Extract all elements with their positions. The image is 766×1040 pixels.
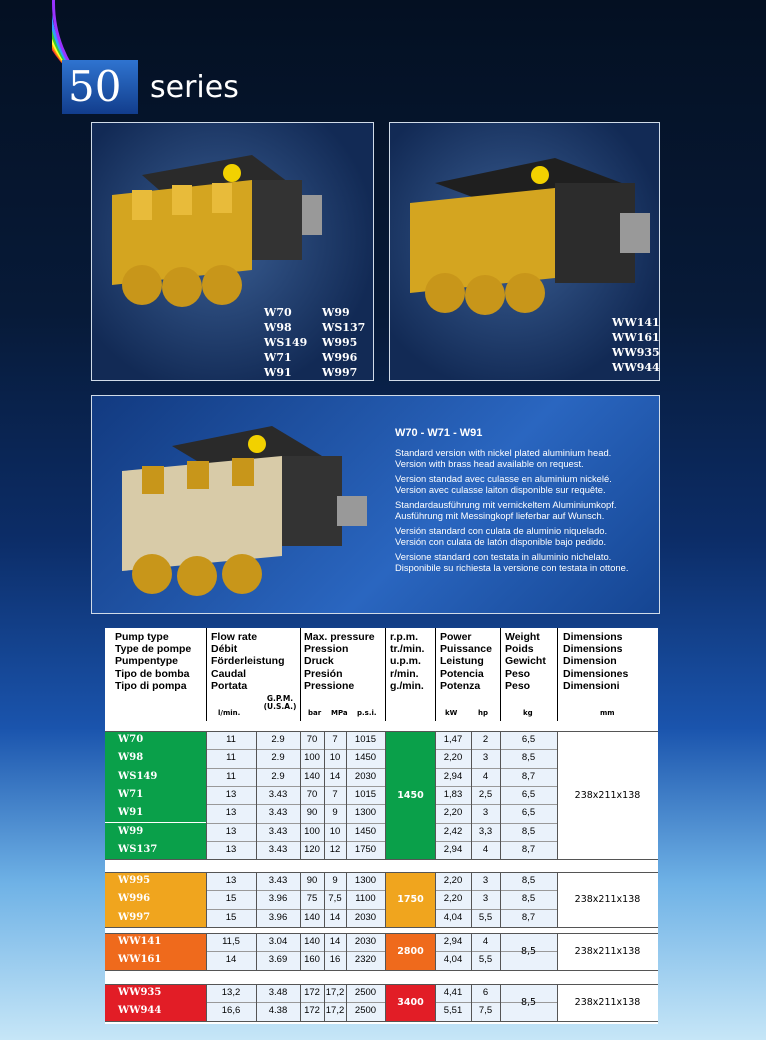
pump-model-label: W71	[118, 788, 144, 800]
table-cell: 140	[304, 911, 320, 923]
header-line: Leistung	[440, 655, 484, 668]
header-pump-type	[115, 631, 191, 692]
column-divider	[346, 731, 347, 859]
table-cell: 11	[226, 770, 236, 782]
table-cell: 2	[482, 734, 489, 745]
desc-line: Disponibile su richiesta la versione con testata in ottone.	[395, 562, 629, 573]
group-border	[105, 731, 658, 732]
header-power	[440, 631, 492, 692]
weight-cell: 8,5	[521, 825, 536, 837]
table-cell: 2,94	[443, 936, 463, 947]
table-cell: 1100	[355, 893, 376, 905]
column-divider	[435, 984, 436, 1021]
table-cell: 3.48	[268, 987, 288, 998]
pump-model-cell	[105, 890, 206, 908]
pump-model-cell	[105, 1002, 206, 1020]
header-line: Potenza	[440, 679, 481, 692]
table-cell: 1300	[354, 807, 377, 819]
table-cell: 15	[225, 893, 237, 905]
table-cell: 160	[304, 954, 320, 966]
table-cell: 12	[329, 843, 341, 855]
table-cell: 3	[482, 752, 489, 764]
desc-line: Version standad avec culasse en aluminium nickelé.	[395, 473, 612, 484]
table-cell: 70	[306, 734, 318, 745]
table-cell: 1,47	[443, 734, 463, 745]
table-cell: 16,6	[221, 1005, 241, 1017]
header-line: Max. pressure	[304, 631, 375, 643]
unit-mpa: MPa	[331, 709, 348, 717]
header-line: Presión	[304, 667, 343, 680]
unit-bar: bar	[308, 709, 322, 717]
table-cell: 3	[482, 807, 489, 819]
table-cell: 6	[482, 987, 489, 998]
desc-line: Versione standard con testata in alluminio nichelato.	[395, 551, 612, 562]
header-rpm	[390, 631, 424, 692]
header-line: g./min.	[390, 679, 424, 692]
divider	[557, 628, 558, 721]
dimensions-cell: 238x211x138	[557, 933, 658, 970]
pump-model-cell	[105, 909, 206, 927]
header-gpm	[260, 695, 300, 711]
column-divider	[435, 933, 436, 970]
table-cell: 3.43	[268, 825, 288, 837]
group-border	[105, 933, 658, 934]
header-flow-rate	[211, 631, 285, 692]
header-line: Tipo de bomba	[115, 667, 190, 680]
rpm-cell: 1450	[386, 731, 435, 859]
table-cell: 3	[482, 875, 489, 886]
column-divider	[500, 933, 501, 970]
header-line: u.p.m.	[390, 655, 421, 668]
header-line: Débit	[211, 643, 238, 656]
table-cell: 3.43	[268, 807, 288, 819]
table-cell: 5,5	[478, 954, 493, 966]
weight-cell: 8,7	[521, 843, 536, 855]
description-text	[395, 428, 655, 577]
pump-model-cell	[105, 933, 206, 951]
table-cell: 4.38	[268, 1005, 288, 1017]
header-line: Peso	[505, 679, 531, 692]
header-line: Pump type	[115, 631, 169, 643]
header-line: Dimensiones	[563, 667, 629, 680]
table-cell: 7,5	[328, 893, 342, 905]
header-line: Gewicht	[505, 655, 546, 668]
table-cell: 70	[306, 788, 318, 800]
desc-line: Versión con culata de latón disponible bajo pedido.	[395, 536, 607, 547]
table-cell: 7,5	[478, 1005, 493, 1017]
table-cell: 1,83	[443, 788, 463, 800]
header-line: Potencia	[440, 667, 484, 680]
rpm-cell: 2800	[386, 933, 435, 970]
table-cell: 4,04	[443, 954, 463, 966]
usa-label: (U.S.A.)	[263, 702, 297, 711]
header-line: Förderleistung	[211, 655, 285, 668]
header-weight	[505, 631, 546, 692]
table-cell: 3,3	[478, 825, 493, 837]
model-label: WW944	[612, 361, 660, 374]
model-label: W70	[264, 306, 292, 319]
table-cell: 75	[306, 893, 318, 905]
table-cell: 140	[304, 936, 320, 947]
model-label: WW935	[612, 346, 660, 359]
header-line: Puissance	[440, 643, 492, 656]
series-number: 50	[68, 62, 122, 111]
weight-cell: 8,5	[521, 875, 536, 886]
table-cell: 14	[329, 936, 341, 947]
table-cell: 3.69	[268, 954, 288, 966]
header-line: r.p.m.	[390, 631, 419, 643]
model-label: WS137	[322, 321, 366, 334]
group-border	[105, 1021, 658, 1022]
weight-merged-cell: 8,5	[520, 996, 537, 1008]
table-cell: 3.43	[268, 875, 288, 886]
table-cell: 13	[225, 843, 237, 855]
model-list-col1	[264, 305, 307, 380]
unit-hp: hp	[478, 709, 488, 717]
unit-kg: kg	[523, 709, 533, 717]
table-cell: 15	[225, 911, 237, 923]
table-cell: 1015	[354, 788, 377, 800]
pump-photo-black	[389, 122, 660, 381]
pump-model-label: WS137	[118, 843, 158, 855]
weight-cell: 8,5	[521, 893, 536, 905]
table-cell: 5,51	[443, 1005, 463, 1017]
column-divider	[324, 933, 325, 970]
pump-model-cell	[105, 841, 206, 859]
model-label: WW161	[612, 331, 660, 344]
divider	[435, 628, 436, 721]
table-cell: 2,94	[443, 843, 463, 855]
table-cell: 2,42	[443, 825, 463, 837]
header-line: Druck	[304, 655, 334, 668]
divider	[206, 628, 207, 721]
group-border	[105, 859, 658, 860]
table-cell: 2,20	[443, 752, 463, 764]
column-divider	[324, 984, 325, 1021]
table-cell: 2,20	[443, 807, 463, 819]
column-divider	[500, 984, 501, 1021]
table-cell: 2,20	[443, 875, 463, 886]
model-label: WS149	[264, 336, 308, 349]
pump-model-label: W98	[118, 752, 144, 764]
column-divider	[346, 872, 347, 927]
model-label: W99	[322, 306, 350, 319]
gpm-label: G.P.M.	[266, 694, 294, 703]
table-cell: 17,2	[325, 987, 345, 998]
table-cell: 7	[332, 788, 338, 800]
table-cell: 2,94	[443, 770, 463, 782]
table-cell: 13	[225, 788, 237, 800]
column-divider	[346, 933, 347, 970]
column-divider	[385, 872, 386, 927]
table-cell: 2,5	[478, 788, 493, 800]
table-cell: 172	[304, 1005, 320, 1017]
desc-line: Standard version with nickel plated aluminium head.	[395, 447, 612, 458]
column-divider	[206, 731, 207, 859]
group-border	[105, 927, 658, 928]
header-line: Weight	[505, 631, 540, 643]
weight-cell: 6,5	[521, 734, 536, 745]
specs-table	[105, 628, 658, 1024]
column-divider	[471, 731, 472, 859]
table-cell: 9	[332, 875, 338, 886]
table-cell: 3	[482, 893, 489, 905]
table-cell: 100	[304, 825, 320, 837]
column-divider	[300, 984, 301, 1021]
table-cell: 2320	[354, 954, 377, 966]
weight-merged-cell: 8,5	[520, 945, 537, 957]
column-divider	[324, 872, 325, 927]
pump-model-label: WW935	[118, 987, 162, 998]
header-line: Portata	[211, 679, 248, 692]
pump-model-label: WW161	[118, 954, 162, 966]
column-divider	[206, 933, 207, 970]
dimensions-cell: 238x211x138	[557, 731, 658, 859]
weight-cell: 6,5	[521, 807, 536, 819]
pump-model-cell	[105, 749, 206, 767]
model-label: W91	[264, 366, 292, 379]
table-cell: 2.9	[271, 734, 285, 745]
model-label: W995	[322, 336, 358, 349]
table-cell: 3.43	[268, 788, 288, 800]
divider	[500, 628, 501, 721]
group-border	[105, 872, 658, 873]
table-cell: 13	[225, 807, 237, 819]
model-label: WW141	[612, 316, 660, 329]
pump-model-cell	[105, 786, 206, 804]
pump-model-label: W70	[118, 734, 144, 745]
pump-model-cell	[105, 731, 206, 749]
group-border	[105, 970, 658, 971]
column-divider	[435, 731, 436, 859]
group-border	[105, 984, 658, 985]
pump-model-label: WS149	[118, 770, 158, 782]
desc-line: Standardausführung mit vernickeltem Aluminiumkopf.	[395, 499, 617, 510]
column-divider	[557, 872, 558, 927]
header-line: Dimensioni	[563, 679, 620, 692]
table-cell: 1450	[354, 825, 377, 837]
header-dimensions	[563, 631, 628, 692]
table-cell: 13	[225, 825, 237, 837]
header-line: Dimensions	[563, 631, 623, 643]
header-line: Pumpentype	[115, 655, 179, 668]
model-label: W71	[264, 351, 292, 364]
table-cell: 11	[226, 752, 236, 764]
description-paragraph-fr	[395, 473, 655, 495]
description-paragraph-it	[395, 551, 655, 573]
description-heading: W70 - W71 - W91	[395, 427, 483, 439]
header-line: Tipo di pompa	[115, 679, 187, 692]
pump-model-label: W99	[118, 825, 144, 837]
table-cell: 2500	[354, 987, 377, 998]
column-divider	[256, 872, 257, 927]
column-divider	[256, 933, 257, 970]
model-label: W98	[264, 321, 292, 334]
pump-model-cell	[105, 768, 206, 786]
table-cell: 1450	[354, 752, 377, 764]
desc-line: Ausführung mit Messingkopf lieferbar auf Wunsch.	[395, 510, 605, 521]
column-divider	[300, 933, 301, 970]
table-cell: 2030	[354, 936, 377, 947]
table-cell: 11,5	[222, 936, 240, 947]
column-divider	[346, 984, 347, 1021]
table-cell: 3.04	[268, 936, 288, 947]
table-cell: 14	[225, 954, 237, 966]
table-cell: 14	[329, 770, 341, 782]
header-line: Pressione	[304, 679, 355, 692]
header-line: Flow rate	[211, 631, 258, 643]
table-cell: 2.9	[271, 770, 285, 782]
table-cell: 3.96	[268, 911, 288, 923]
table-cell: 3.96	[268, 893, 288, 905]
column-divider	[557, 984, 558, 1021]
table-cell: 17,2	[325, 1005, 345, 1017]
header-max-pressure	[304, 631, 375, 692]
rpm-cell: 1750	[386, 872, 435, 927]
table-cell: 4	[482, 770, 489, 782]
unit-kw: kW	[445, 709, 458, 717]
pump-model-label: W997	[118, 911, 151, 923]
column-divider	[385, 731, 386, 859]
column-divider	[557, 933, 558, 970]
pump-model-label: WW141	[118, 936, 162, 947]
pump-model-label: W91	[118, 807, 144, 819]
table-cell: 172	[304, 987, 320, 998]
table-cell: 90	[306, 875, 318, 886]
dimensions-cell: 238x211x138	[557, 872, 658, 927]
table-cell: 2030	[354, 911, 377, 923]
pump-model-label: W995	[118, 875, 151, 886]
pump-model-label: WW944	[118, 1005, 162, 1017]
dimensions-cell: 238x211x138	[557, 984, 658, 1021]
table-cell: 4,41	[443, 987, 463, 998]
unit-lmin: l/min.	[218, 709, 241, 717]
table-cell: 2.9	[271, 752, 285, 764]
header-line: Type de pompe	[115, 643, 192, 656]
pump-model-cell	[105, 823, 206, 841]
description-paragraph-en	[395, 447, 655, 469]
table-cell: 10	[329, 825, 341, 837]
column-divider	[300, 731, 301, 859]
divider	[300, 628, 301, 721]
table-cell: 1750	[354, 843, 377, 855]
header-line: Power	[440, 631, 472, 643]
pump-model-cell	[105, 872, 206, 890]
column-divider	[557, 731, 558, 859]
weight-cell: 6,5	[521, 788, 536, 800]
pump-image-nickel	[112, 416, 372, 606]
table-cell: 13,2	[221, 987, 241, 998]
table-cell: 1015	[354, 734, 377, 745]
header-line: tr./min.	[390, 643, 425, 656]
column-divider	[500, 731, 501, 859]
table-cell: 4	[482, 936, 489, 947]
column-divider	[256, 731, 257, 859]
header-line: Dimension	[563, 655, 617, 668]
table-cell: 10	[329, 752, 341, 764]
description-paragraph-de	[395, 499, 655, 521]
column-divider	[435, 872, 436, 927]
unit-psi: p.s.i.	[357, 709, 377, 717]
model-label: W997	[322, 366, 358, 379]
column-divider	[256, 984, 257, 1021]
table-cell: 2,20	[443, 893, 463, 905]
column-divider	[385, 933, 386, 970]
weight-cell: 8,5	[521, 752, 536, 764]
header-line: Pression	[304, 643, 349, 656]
column-divider	[206, 984, 207, 1021]
rpm-cell: 3400	[386, 984, 435, 1021]
table-cell: 120	[304, 843, 320, 855]
series-number-badge	[62, 60, 138, 114]
unit-mm: mm	[600, 709, 615, 717]
table-cell: 4	[482, 843, 489, 855]
table-cell: 14	[329, 911, 341, 923]
pump-model-label: W996	[118, 893, 151, 905]
weight-cell: 8,7	[521, 770, 536, 782]
column-divider	[300, 872, 301, 927]
column-divider	[206, 872, 207, 927]
model-label: W996	[322, 351, 358, 364]
table-cell: 2030	[354, 770, 377, 782]
table-cell: 140	[304, 770, 320, 782]
column-divider	[385, 984, 386, 1021]
header-line: Poids	[505, 643, 534, 656]
table-header	[105, 628, 658, 721]
model-list-col2	[322, 305, 365, 380]
table-cell: 9	[332, 807, 338, 819]
pump-image-black	[405, 143, 650, 323]
desc-line: Version with brass head available on request.	[395, 458, 584, 469]
column-divider	[471, 872, 472, 927]
table-cell: 11	[226, 734, 236, 745]
pump-model-cell	[105, 804, 206, 822]
header-line: Dimensions	[563, 643, 623, 656]
pump-model-cell	[105, 951, 206, 969]
table-cell: 5,5	[478, 911, 493, 923]
pump-photo-brass	[91, 122, 374, 381]
divider	[385, 628, 386, 721]
header-line: Peso	[505, 667, 531, 680]
column-divider	[324, 731, 325, 859]
header-line: r/min.	[390, 667, 419, 680]
table-cell: 100	[304, 752, 320, 764]
table-cell: 7	[332, 734, 338, 745]
model-list-ww	[612, 315, 660, 375]
weight-cell: 8,7	[521, 911, 536, 923]
page-title: series	[150, 70, 239, 105]
column-divider	[471, 933, 472, 970]
table-cell: 16	[329, 954, 341, 966]
table-cell: 2500	[354, 1005, 377, 1017]
header-line: Caudal	[211, 667, 247, 680]
table-cell: 90	[306, 807, 318, 819]
table-cell: 3.43	[268, 843, 288, 855]
desc-line: Versión standard con culata de aluminio niquelado.	[395, 525, 608, 536]
description-paragraph-es	[395, 525, 655, 547]
table-cell: 1300	[354, 875, 377, 886]
column-divider	[500, 872, 501, 927]
table-cell: 4,04	[443, 911, 463, 923]
pump-model-cell	[105, 984, 206, 1002]
table-cell: 13	[225, 875, 237, 886]
column-divider	[471, 984, 472, 1021]
desc-line: Version avec culasse laiton disponible sur requête.	[395, 484, 606, 495]
